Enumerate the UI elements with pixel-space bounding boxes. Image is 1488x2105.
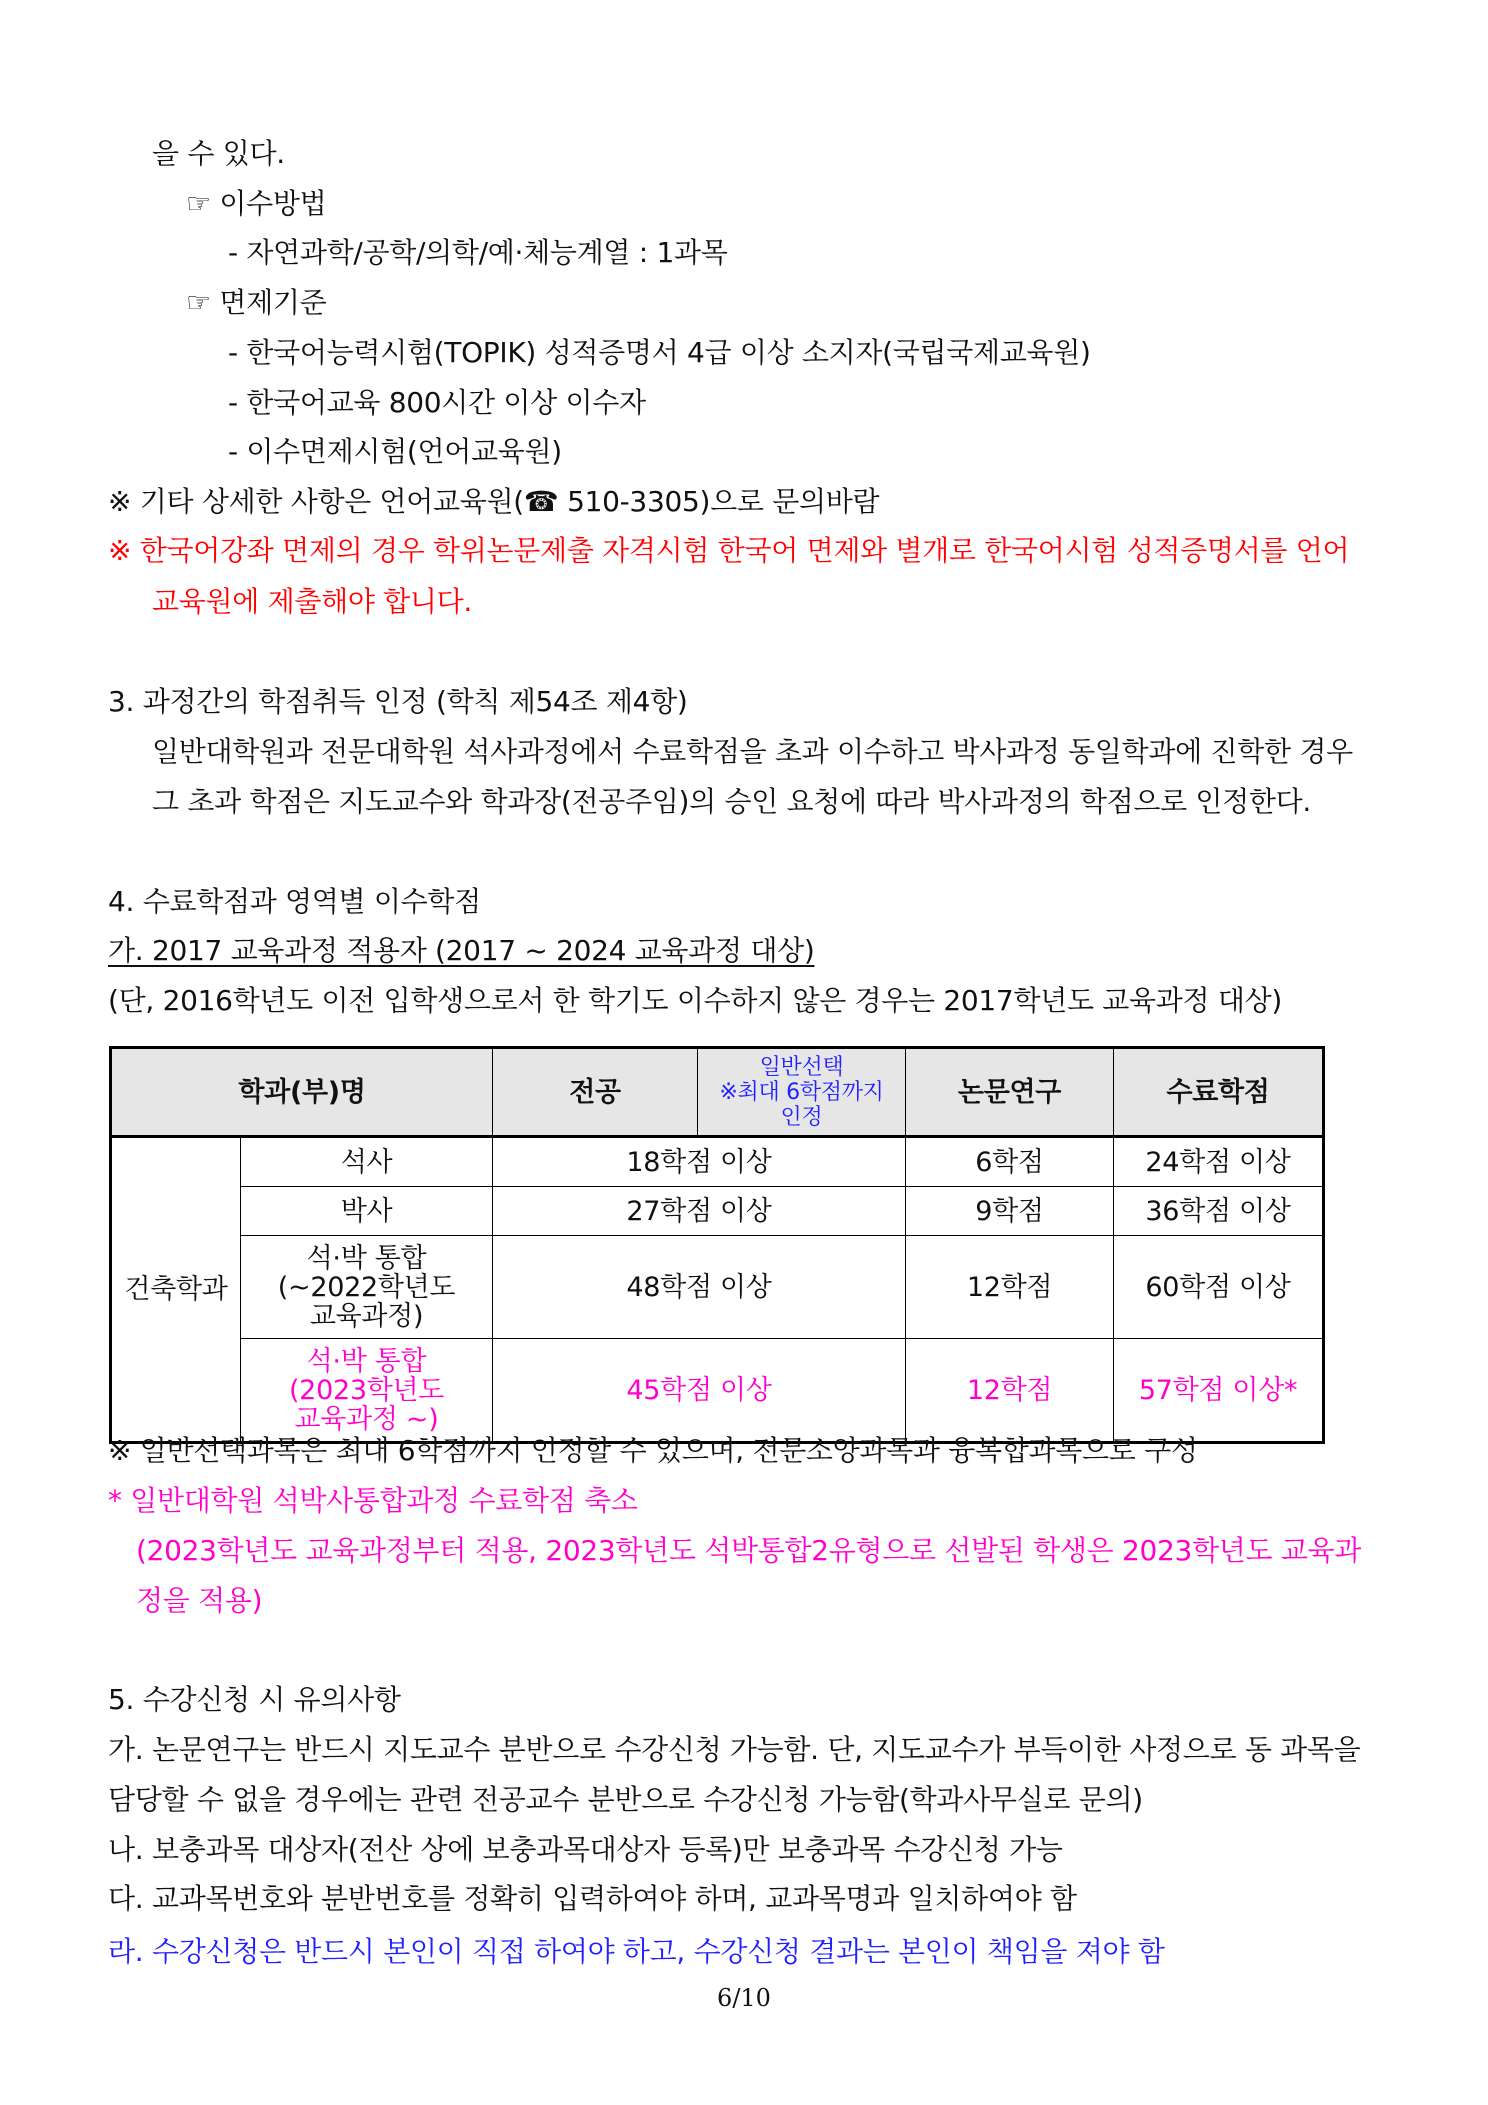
method-item: - 자연과학/공학/의학/예·체능계열 : 1과목	[228, 236, 728, 269]
header-elective-line-1: 일반선택	[759, 1054, 844, 1080]
exempt-item-test: - 이수면제시험(언어교육원)	[228, 435, 562, 468]
thesis-cell: 6학점	[906, 1137, 1114, 1187]
section-5-item-ra: 라. 수강신청은 반드시 본인이 직접 하여야 하고, 수강신청 결과는 본인이 책임을 져야 함	[108, 1935, 1165, 1968]
thesis-cell: 12학점	[906, 1339, 1114, 1443]
completion-cell: 57학점 이상*	[1114, 1339, 1324, 1443]
section-4-note: (단, 2016학년도 이전 입학생으로서 한 학기도 이수하지 않은 경우는 2017학년도 교육과정 대상)	[108, 984, 1283, 1017]
section-3-title: 3. 과정간의 학점취득 인정 (학칙 제54조 제4항)	[108, 685, 688, 718]
exempt-item-hours: - 한국어교육 800시간 이상 이수자	[228, 386, 646, 419]
header-elective	[698, 1048, 906, 1137]
continuation-line: 을 수 있다.	[152, 137, 285, 170]
section-4-subtitle: 가. 2017 교육과정 적용자 (2017 ~ 2024 교육과정 대상)	[108, 934, 815, 967]
major-cell: 18학점 이상	[493, 1137, 906, 1187]
exempt-item-topik: - 한국어능력시험(TOPIK) 성적증명서 4급 이상 소지자(국립국제교육원)	[228, 336, 1091, 369]
table-row-highlighted	[111, 1339, 1324, 1443]
method-title: ☞ 이수방법	[186, 187, 327, 220]
section-5-title: 5. 수강신청 시 유의사항	[108, 1683, 401, 1716]
program-line-1: 석·박 통합	[306, 1242, 427, 1274]
section-5-item-na: 나. 보충과목 대상자(전산 상에 보충과목대상자 등록)만 보충과목 수강신청 가능	[108, 1833, 1063, 1866]
major-cell: 48학점 이상	[493, 1236, 906, 1339]
exempt-title: ☞ 면제기준	[186, 286, 327, 319]
contact-note: ※ 기타 상세한 사항은 언어교육원(☎ 510-3305)으로 문의바람	[108, 485, 880, 518]
section-5-item-da: 다. 교과목번호와 분반번호를 정확히 입력하여야 하며, 교과목명과 일치하여야 함	[108, 1882, 1077, 1915]
table-row	[111, 1137, 1324, 1187]
table-header-row	[111, 1048, 1324, 1137]
program-cell	[241, 1236, 493, 1339]
header-elective-line-3: 인정	[780, 1104, 823, 1130]
credit-reduction-detail-2: 정을 적용)	[136, 1584, 263, 1617]
program-line-3: 교육과정 ~)	[294, 1403, 439, 1435]
thesis-cell: 12학점	[906, 1236, 1114, 1339]
header-completion: 수료학점	[1114, 1048, 1324, 1137]
major-cell: 27학점 이상	[493, 1187, 906, 1236]
program-cell: 석사	[241, 1137, 493, 1187]
table-row	[111, 1187, 1324, 1236]
major-cell: 45학점 이상	[493, 1339, 906, 1443]
red-notice-line-1	[108, 533, 1380, 569]
dept-name-cell: 건축학과	[111, 1137, 241, 1443]
header-thesis: 논문연구	[906, 1048, 1114, 1137]
header-elective-line-2: ※최대 6학점까지	[719, 1079, 884, 1105]
program-line-2: (2023학년도	[288, 1374, 445, 1406]
header-dept: 학과(부)명	[111, 1048, 493, 1137]
program-line-2: (~2022학년도	[277, 1271, 456, 1303]
page-number: 6/10	[717, 1984, 771, 2012]
section-5-item-ga-1: 가. 논문연구는 반드시 지도교수 분반으로 수강신청 가능함. 단, 지도교수가 부득이한 사정으로 동 과목을	[108, 1733, 1361, 1766]
thesis-cell: 9학점	[906, 1187, 1114, 1236]
program-line-3: 교육과정)	[309, 1300, 424, 1332]
credit-reduction-detail-1: (2023학년도 교육과정부터 적용, 2023학년도 석박통합2유형으로 선발된 학생은 2023학년도 교육과	[136, 1534, 1362, 1567]
program-cell	[241, 1339, 493, 1443]
section-4-title: 4. 수료학점과 영역별 이수학점	[108, 885, 481, 918]
elective-note: ※ 일반선택과목은 최대 6학점까지 인정할 수 있으며, 전문소양과목과 융복합과목으로 구성	[108, 1434, 1198, 1467]
credits-table	[109, 1046, 1325, 1444]
completion-cell: 60학점 이상	[1114, 1236, 1324, 1339]
section-3-body-2: 그 초과 학점은 지도교수와 학과장(전공주임)의 승인 요청에 따라 박사과정의 학점으로 인정한다.	[152, 785, 1312, 818]
section-3-body-1: 일반대학원과 전문대학원 석사과정에서 수료학점을 초과 이수하고 박사과정 동일학과에 진학한 경우	[152, 735, 1353, 768]
program-line-1: 석·박 통합	[306, 1345, 427, 1377]
section-5-item-ga-2: 담당할 수 없을 경우에는 관련 전공교수 분반으로 수강신청 가능함(학과사무실로 문의)	[108, 1783, 1143, 1816]
completion-cell: 24학점 이상	[1114, 1137, 1324, 1187]
red-notice-text-1: ※ 한국어강좌 면제의 경우 학위논문제출 자격시험 한국어 면제와 별개로 한국어시험 성적증명서를 언어	[108, 534, 1350, 567]
credit-reduction-note: * 일반대학원 석박사통합과정 수료학점 축소	[108, 1484, 638, 1517]
red-notice-line-2: 교육원에 제출해야 합니다.	[152, 585, 473, 618]
program-cell: 박사	[241, 1187, 493, 1236]
table-row	[111, 1236, 1324, 1339]
completion-cell: 36학점 이상	[1114, 1187, 1324, 1236]
header-major: 전공	[493, 1048, 698, 1137]
